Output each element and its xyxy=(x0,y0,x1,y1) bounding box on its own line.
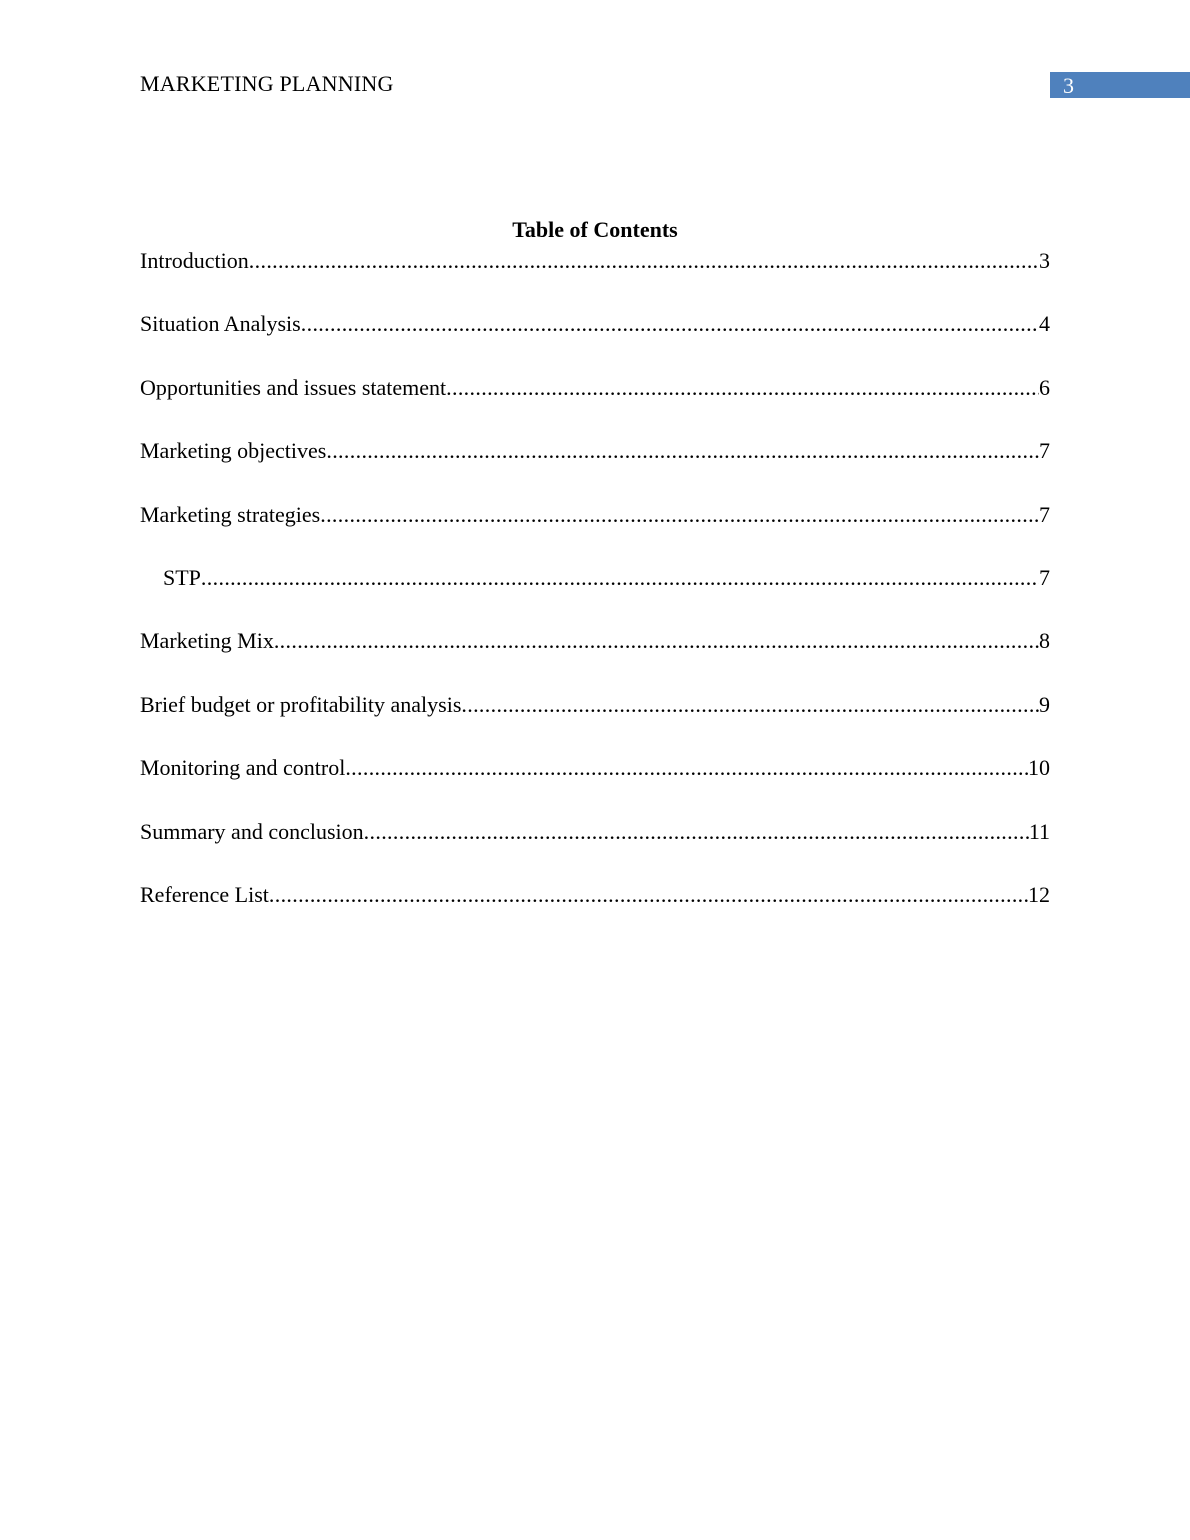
toc-entry-situation-analysis[interactable] xyxy=(140,311,1050,374)
toc-heading: Table of Contents xyxy=(512,217,678,242)
toc-entry-label: Opportunities and issues statement xyxy=(140,374,447,400)
toc-dot-leader xyxy=(446,375,1039,401)
toc-entry-label: Monitoring and control xyxy=(140,755,346,781)
toc-entry-label: Introduction xyxy=(140,248,249,273)
toc-entry-page: 12 xyxy=(1028,881,1050,907)
toc-dot-leader xyxy=(274,628,1039,654)
table-of-contents xyxy=(140,248,1050,945)
toc-entry-page: 7 xyxy=(1039,438,1050,464)
toc-entry-label: Summary and conclusion xyxy=(140,818,364,844)
toc-entry-reference-list[interactable] xyxy=(140,882,1050,945)
toc-dot-leader xyxy=(320,502,1039,528)
toc-entry-page: 7 xyxy=(1039,501,1050,527)
toc-entry-label: Marketing objectives xyxy=(140,438,327,464)
toc-dot-leader xyxy=(269,882,1028,908)
toc-entry-marketing-mix[interactable] xyxy=(140,628,1050,691)
toc-dot-leader xyxy=(249,248,1039,274)
running-header-title: MARKETING PLANNING xyxy=(140,71,394,96)
toc-entry-page: 8 xyxy=(1039,628,1050,654)
toc-entry-marketing-objectives[interactable] xyxy=(140,438,1050,501)
toc-dot-leader xyxy=(301,311,1039,337)
toc-dot-leader xyxy=(345,755,1028,781)
toc-entry-label: Marketing Mix xyxy=(140,628,274,654)
toc-entry-introduction[interactable] xyxy=(140,248,1050,311)
toc-entry-monitoring-control[interactable] xyxy=(140,755,1050,818)
toc-entry-page: 10 xyxy=(1028,755,1050,781)
toc-dot-leader xyxy=(461,692,1039,718)
toc-entry-label: Situation Analysis xyxy=(140,311,301,337)
toc-entry-label: STP xyxy=(163,564,201,590)
toc-entry-budget-analysis[interactable] xyxy=(140,692,1050,755)
toc-entry-page: 4 xyxy=(1039,311,1050,337)
toc-entry-page: 9 xyxy=(1039,691,1050,717)
toc-entry-page: 3 xyxy=(1039,248,1050,273)
toc-entry-opportunities-issues[interactable] xyxy=(140,375,1050,438)
toc-entry-summary-conclusion[interactable] xyxy=(140,819,1050,882)
toc-entry-page: 6 xyxy=(1039,374,1050,400)
toc-entry-marketing-strategies[interactable] xyxy=(140,502,1050,565)
toc-entry-page: 11 xyxy=(1028,818,1050,844)
toc-entry-stp[interactable] xyxy=(140,565,1050,628)
page-number: 3 xyxy=(1063,73,1074,98)
toc-entry-label: Marketing strategies xyxy=(140,501,321,527)
toc-entry-label: Brief budget or profitability analysis xyxy=(140,691,462,717)
toc-dot-leader xyxy=(364,819,1029,845)
toc-dot-leader xyxy=(326,438,1039,464)
toc-entry-label: Reference List xyxy=(140,881,269,907)
toc-dot-leader xyxy=(201,565,1039,591)
page-number-box xyxy=(1050,72,1190,98)
toc-entry-page: 7 xyxy=(1039,564,1050,590)
